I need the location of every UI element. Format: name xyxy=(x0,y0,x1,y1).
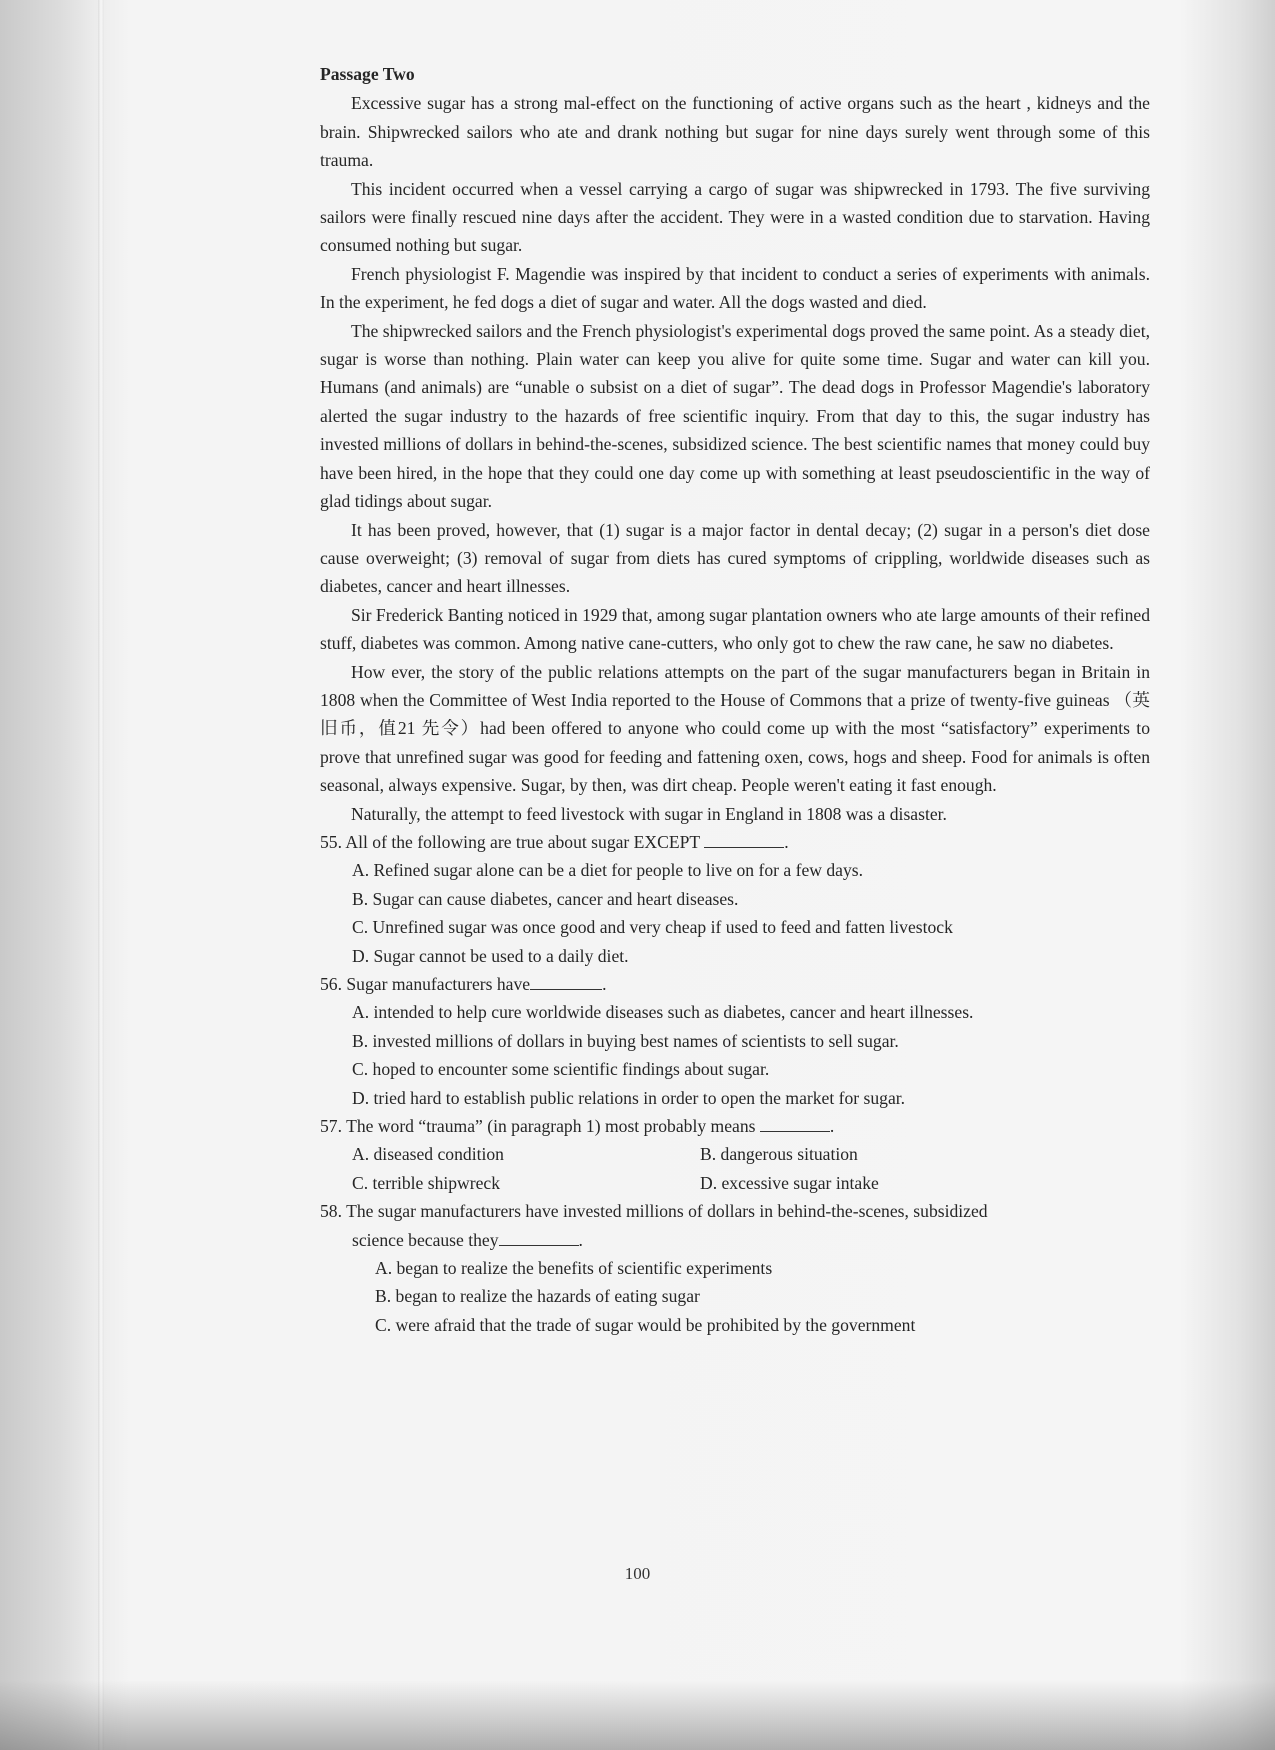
passage-paragraph-5: It has been proved, however, that (1) sugar is a major factor in dental decay; (2) sugar in a person's diet dose cause overweight; (3) removal of sugar from diets has cured symptoms of crippling, worldwide diseases such as diabetes, cancer and heart illnesses. xyxy=(320,519,1150,597)
option-57-b: B. dangerous situation xyxy=(700,1144,858,1165)
option-56-a: A. intended to help cure worldwide diseases such as diabetes, cancer and heart illnesses. xyxy=(352,1002,974,1023)
question-57-stem: 57. The word “trauma” (in paragraph 1) most probably means xyxy=(320,1116,756,1137)
question-55 xyxy=(320,828,1150,856)
passage-heading: Passage Two xyxy=(320,64,415,84)
passage-paragraph-2: This incident occurred when a vessel carrying a cargo of sugar was shipwrecked in 1793. The five surviving sailors were finally rescued nine days after the accident. They were in a wasted condition due to starvation. Having consumed nothing but sugar. xyxy=(320,178,1150,256)
option-55-a: A. Refined sugar alone can be a diet for people to live on for a few days. xyxy=(352,860,864,881)
page-number: 100 xyxy=(624,1564,651,1583)
option-56-d: D. tried hard to establish public relations in order to open the market for sugar. xyxy=(352,1087,906,1108)
question-56-end: . xyxy=(602,974,607,994)
question-56 xyxy=(320,970,1150,998)
passage-paragraph-3: French physiologist F. Magendie was inspired by that incident to conduct a series of experiments with animals. In the experiment, he fed dogs a diet of sugar and water. All the dogs wasted and died. xyxy=(320,263,1150,313)
question-58-stem-continued xyxy=(320,1226,1150,1254)
option-55-c: C. Unrefined sugar was once good and very cheap if used to feed and fatten livestock xyxy=(352,917,953,938)
option-58-c: C. were afraid that the trade of sugar would be prohibited by the government xyxy=(375,1314,916,1335)
page-stack-edge xyxy=(98,0,104,1750)
options-57-row-1 xyxy=(320,1140,1150,1168)
option-56-c: C. hoped to encounter some scientific findings about sugar. xyxy=(352,1059,770,1080)
question-56-stem: 56. Sugar manufacturers have xyxy=(320,974,531,994)
question-58-stem-line-2: science because they xyxy=(352,1229,499,1250)
passage-paragraph-4: The shipwrecked sailors and the French physiologist's experimental dogs proved the same point. As a steady diet, sugar is worse than nothing. Plain water can keep you alive for quite some time. Sugar and water can kill you. Humans (and animals) are “unable o subsist on a diet of sugar”. The dead dogs in Professor Magendie's laboratory alerted the sugar industry to the hazards of free scientific inquiry. From that day to this, the sugar industry has invested millions of dollars in behind-the-scenes, subsidized science. The best scientific names that money could buy have been hired, in the hope that they could one day come up with something at least pseudoscientific in the way of glad tidings about sugar. xyxy=(320,320,1150,512)
option-55-d: D. Sugar cannot be used to a daily diet. xyxy=(352,945,629,966)
passage-paragraph-6: Sir Frederick Banting noticed in 1929 that, among sugar plantation owners who ate large amounts of their refined stuff, diabetes was common. Among native cane-cutters, who only got to chew the raw cane, he saw no diabetes. xyxy=(320,604,1151,654)
question-57 xyxy=(320,1112,1150,1140)
passage-paragraph-1: Excessive sugar has a strong mal-effect on the functioning of active organs such as the heart , kidneys and the brain. Shipwrecked sailors who ate and drank nothing but sugar for nine days surely went through some of this trauma. xyxy=(320,93,1150,171)
question-55-end: . xyxy=(784,831,789,852)
answer-blank-55 xyxy=(704,829,784,848)
question-55-stem: 55. All of the following are true about sugar EXCEPT xyxy=(320,831,700,852)
option-57-a: A. diseased condition xyxy=(352,1144,504,1165)
options-57-row-2 xyxy=(320,1169,1150,1197)
option-55-b: B. Sugar can cause diabetes, cancer and heart diseases. xyxy=(352,888,739,909)
option-57-c: C. terrible shipwreck xyxy=(352,1172,501,1193)
question-57-end: . xyxy=(829,1116,835,1137)
scan-bottom-shadow xyxy=(0,1680,1275,1750)
option-57-d: D. excessive sugar intake xyxy=(700,1172,879,1193)
question-58-end: . xyxy=(578,1229,583,1250)
option-56-b: B. invested millions of dollars in buying best names of scientists to sell sugar. xyxy=(352,1030,899,1051)
passage-paragraph-7: How ever, the story of the public relations attempts on the part of the sugar manufacturers began in Britain in 1808 when the Committee of West India reported to the House of Commons that a prize of twenty-five guineas （英旧币，值21 先令）had been offered to anyone who could come up with the most “satisfactory” experiments to prove that unrefined sugar was good for feeding and fattening oxen, cows, hogs and sheep. Food for animals is often seasonal, always expensive. Sugar, by then, was dirt cheap. People weren't eating it fast enough. xyxy=(320,661,1150,796)
page-content xyxy=(320,60,1150,1339)
passage-paragraph-8: Naturally, the attempt to feed livestock with sugar in England in 1808 was a disaster. xyxy=(351,803,947,824)
question-58 xyxy=(320,1197,1150,1225)
option-58-b: B. began to realize the hazards of eating sugar xyxy=(375,1286,700,1307)
answer-blank-57 xyxy=(760,1113,830,1132)
answer-blank-56 xyxy=(530,971,602,990)
question-58-stem: 58. The sugar manufacturers have invested millions of dollars in behind-the-scenes, subsidized xyxy=(320,1201,988,1222)
answer-blank-58 xyxy=(499,1227,579,1246)
option-58-a: A. began to realize the benefits of scientific experiments xyxy=(375,1258,773,1279)
